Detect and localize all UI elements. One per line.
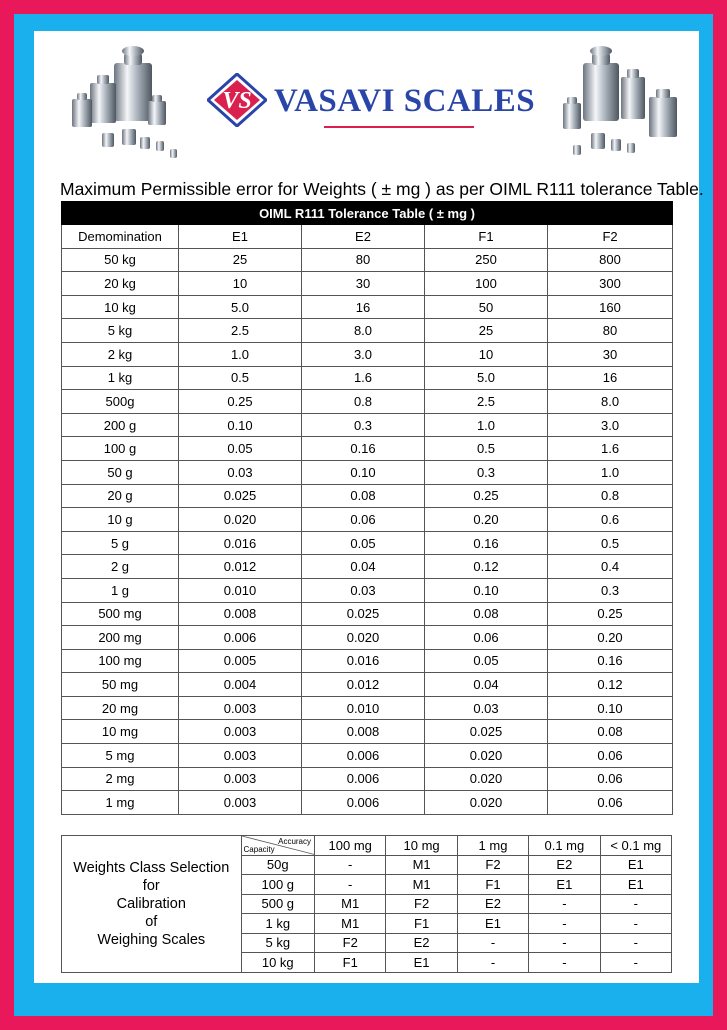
column-header: 0.1 mg xyxy=(529,836,600,856)
denomination-cell: 50 kg xyxy=(62,248,179,272)
class-cell: - xyxy=(529,953,600,973)
class-cell: - xyxy=(315,855,386,875)
tolerance-cell: 0.006 xyxy=(179,626,302,650)
tolerance-cell: 0.5 xyxy=(425,437,548,461)
tolerance-cell: 0.025 xyxy=(179,484,302,508)
tolerance-cell: 300 xyxy=(548,272,673,296)
denomination-cell: 500 mg xyxy=(62,602,179,626)
tolerance-cell: 80 xyxy=(548,319,673,343)
tolerance-cell: 5.0 xyxy=(179,295,302,319)
capacity-cell: 100 g xyxy=(241,875,314,895)
denomination-cell: 5 kg xyxy=(62,319,179,343)
column-header: F2 xyxy=(548,225,673,249)
tolerance-cell: 0.4 xyxy=(548,555,673,579)
table-row xyxy=(62,673,673,697)
tolerance-cell: 8.0 xyxy=(548,390,673,414)
tolerance-cell: 0.8 xyxy=(302,390,425,414)
tolerance-cell: 0.10 xyxy=(425,578,548,602)
tolerance-cell: 0.025 xyxy=(425,720,548,744)
column-header: < 0.1 mg xyxy=(600,836,671,856)
class-cell: M1 xyxy=(315,894,386,914)
table-row xyxy=(62,366,673,390)
tolerance-cell: 0.020 xyxy=(425,767,548,791)
tolerance-cell: 0.06 xyxy=(548,744,673,768)
class-cell: - xyxy=(529,933,600,953)
tolerance-cell: 0.012 xyxy=(179,555,302,579)
tolerance-cell: 16 xyxy=(548,366,673,390)
weights-set-illustration xyxy=(561,41,691,169)
tolerance-cell: 0.20 xyxy=(425,508,548,532)
tolerance-cell: 0.05 xyxy=(425,649,548,673)
column-header: 100 mg xyxy=(315,836,386,856)
table-row xyxy=(62,484,673,508)
class-cell: - xyxy=(600,933,671,953)
tolerance-cell: 25 xyxy=(179,248,302,272)
table-row xyxy=(62,767,673,791)
tolerance-cell: 3.0 xyxy=(302,342,425,366)
weights-set-illustration xyxy=(52,41,192,169)
denomination-cell: 2 g xyxy=(62,555,179,579)
table-row xyxy=(62,508,673,532)
table-row xyxy=(62,413,673,437)
capacity-cell: 1 kg xyxy=(241,914,314,934)
tolerance-cell: 0.08 xyxy=(425,602,548,626)
tolerance-cell: 0.06 xyxy=(548,791,673,815)
column-header: 1 mg xyxy=(457,836,528,856)
column-header: Demomination xyxy=(62,225,179,249)
tolerance-cell: 0.3 xyxy=(302,413,425,437)
class-cell: E1 xyxy=(457,914,528,934)
tolerance-table-title: OIML R111 Tolerance Table ( ± mg ) xyxy=(62,202,673,225)
class-cell: - xyxy=(600,914,671,934)
tolerance-cell: 25 xyxy=(425,319,548,343)
tolerance-cell: 0.25 xyxy=(179,390,302,414)
table-row xyxy=(62,626,673,650)
tolerance-cell: 0.020 xyxy=(302,626,425,650)
class-cell: - xyxy=(457,953,528,973)
class-cell: F1 xyxy=(386,914,457,934)
denomination-cell: 100 g xyxy=(62,437,179,461)
tolerance-cell: 0.020 xyxy=(425,791,548,815)
class-cell: E1 xyxy=(386,953,457,973)
tolerance-cell: 250 xyxy=(425,248,548,272)
table-row xyxy=(62,555,673,579)
column-header: E1 xyxy=(179,225,302,249)
class-cell: - xyxy=(315,875,386,895)
class-cell: F1 xyxy=(315,953,386,973)
tolerance-cell: 0.010 xyxy=(302,696,425,720)
table-row xyxy=(62,390,673,414)
capacity-cell: 5 kg xyxy=(241,933,314,953)
table-row xyxy=(62,578,673,602)
tolerance-cell: 0.003 xyxy=(179,744,302,768)
tolerance-cell: 0.003 xyxy=(179,791,302,815)
class-selection-caption xyxy=(62,836,242,973)
tolerance-cell: 100 xyxy=(425,272,548,296)
table-row xyxy=(62,531,673,555)
denomination-cell: 2 mg xyxy=(62,767,179,791)
tolerance-cell: 1.6 xyxy=(548,437,673,461)
column-header: 10 mg xyxy=(386,836,457,856)
denomination-cell: 20 g xyxy=(62,484,179,508)
tolerance-cell: 0.10 xyxy=(302,460,425,484)
tolerance-cell: 0.20 xyxy=(548,626,673,650)
tolerance-cell: 0.16 xyxy=(302,437,425,461)
table-row xyxy=(62,649,673,673)
tolerance-cell: 0.04 xyxy=(302,555,425,579)
tolerance-cell: 3.0 xyxy=(548,413,673,437)
tolerance-cell: 0.020 xyxy=(425,744,548,768)
class-cell: - xyxy=(529,914,600,934)
tolerance-cell: 0.006 xyxy=(302,744,425,768)
capacity-cell: 10 kg xyxy=(241,953,314,973)
tolerance-cell: 2.5 xyxy=(425,390,548,414)
tolerance-cell: 0.06 xyxy=(548,767,673,791)
class-cell: E1 xyxy=(600,875,671,895)
caption-line: Weighing Scales xyxy=(97,931,206,948)
table-row xyxy=(62,319,673,343)
caption-line: Calibration xyxy=(116,895,186,912)
tolerance-cell: 10 xyxy=(425,342,548,366)
tolerance-cell: 0.04 xyxy=(425,673,548,697)
denomination-cell: 500g xyxy=(62,390,179,414)
denomination-cell: 1 kg xyxy=(62,366,179,390)
class-cell: F1 xyxy=(457,875,528,895)
brand-underline xyxy=(324,126,474,128)
capacity-label: Capacity xyxy=(243,844,275,854)
table-row xyxy=(62,696,673,720)
class-cell: - xyxy=(457,933,528,953)
tolerance-cell: 0.012 xyxy=(302,673,425,697)
tolerance-cell: 0.03 xyxy=(425,696,548,720)
column-header: F1 xyxy=(425,225,548,249)
class-cell: - xyxy=(529,894,600,914)
class-cell: E2 xyxy=(457,894,528,914)
tolerance-cell: 0.003 xyxy=(179,767,302,791)
logo-text: VS xyxy=(222,88,252,114)
tolerance-cell: 0.03 xyxy=(302,578,425,602)
tolerance-cell: 0.006 xyxy=(302,767,425,791)
class-cell: M1 xyxy=(315,914,386,934)
tolerance-cell: 0.8 xyxy=(548,484,673,508)
tolerance-cell: 5.0 xyxy=(425,366,548,390)
denomination-cell: 1 mg xyxy=(62,791,179,815)
tolerance-cell: 0.016 xyxy=(302,649,425,673)
tolerance-cell: 0.06 xyxy=(302,508,425,532)
tolerance-cell: 0.003 xyxy=(179,720,302,744)
denomination-cell: 10 g xyxy=(62,508,179,532)
tolerance-cell: 0.16 xyxy=(548,649,673,673)
capacity-cell: 500 g xyxy=(241,894,314,914)
tolerance-cell: 30 xyxy=(548,342,673,366)
tolerance-cell: 0.005 xyxy=(179,649,302,673)
table-row xyxy=(62,791,673,815)
caption-line: for xyxy=(142,877,160,894)
table-row xyxy=(62,295,673,319)
tolerance-cell: 0.12 xyxy=(425,555,548,579)
tolerance-cell: 0.16 xyxy=(425,531,548,555)
tolerance-cell: 0.5 xyxy=(548,531,673,555)
tolerance-cell: 0.08 xyxy=(302,484,425,508)
table-row xyxy=(62,744,673,768)
tolerance-cell: 0.10 xyxy=(548,696,673,720)
tolerance-cell: 2.5 xyxy=(179,319,302,343)
tolerance-cell: 0.25 xyxy=(548,602,673,626)
class-cell: F2 xyxy=(457,855,528,875)
tolerance-cell: 1.0 xyxy=(425,413,548,437)
vs-logo-icon xyxy=(207,73,267,127)
tolerance-cell: 0.025 xyxy=(302,602,425,626)
tolerance-cell: 0.5 xyxy=(179,366,302,390)
class-cell: E1 xyxy=(529,875,600,895)
tolerance-cell: 0.06 xyxy=(425,626,548,650)
tolerance-cell: 1.0 xyxy=(179,342,302,366)
table-row xyxy=(62,248,673,272)
tolerance-cell: 0.008 xyxy=(179,602,302,626)
tolerance-cell: 0.010 xyxy=(179,578,302,602)
class-cell: M1 xyxy=(386,875,457,895)
tolerance-cell: 30 xyxy=(302,272,425,296)
tolerance-cell: 0.016 xyxy=(179,531,302,555)
class-cell: - xyxy=(600,894,671,914)
capacity-cell: 50g xyxy=(241,855,314,875)
column-header: E2 xyxy=(302,225,425,249)
page-sheet xyxy=(34,31,704,983)
denomination-cell: 50 g xyxy=(62,460,179,484)
table-row xyxy=(62,272,673,296)
table-row xyxy=(62,342,673,366)
corner-header-cell xyxy=(241,836,314,856)
table-row xyxy=(62,602,673,626)
tolerance-cell: 0.020 xyxy=(179,508,302,532)
table-row xyxy=(62,720,673,744)
tolerance-cell: 16 xyxy=(302,295,425,319)
tolerance-cell: 0.003 xyxy=(179,696,302,720)
tolerance-cell: 160 xyxy=(548,295,673,319)
tolerance-cell: 0.08 xyxy=(548,720,673,744)
denomination-cell: 10 mg xyxy=(62,720,179,744)
tolerance-cell: 8.0 xyxy=(302,319,425,343)
denomination-cell: 50 mg xyxy=(62,673,179,697)
tolerance-cell: 1.0 xyxy=(548,460,673,484)
tolerance-cell: 0.25 xyxy=(425,484,548,508)
tolerance-cell: 1.6 xyxy=(302,366,425,390)
class-selection-table xyxy=(61,835,672,973)
tolerance-table xyxy=(61,201,673,815)
tolerance-cell: 0.05 xyxy=(302,531,425,555)
tolerance-cell: 10 xyxy=(179,272,302,296)
table-row xyxy=(62,437,673,461)
caption-line: of xyxy=(145,913,158,930)
table-row xyxy=(62,460,673,484)
denomination-cell: 2 kg xyxy=(62,342,179,366)
tolerance-cell: 0.004 xyxy=(179,673,302,697)
tolerance-cell: 0.008 xyxy=(302,720,425,744)
page-heading: Maximum Permissible error for Weights ( ± mg ) as per OIML R111 tolerance Table. xyxy=(60,179,704,199)
denomination-cell: 20 kg xyxy=(62,272,179,296)
caption-line: Weights Class Selection xyxy=(73,859,230,876)
tolerance-cell: 0.3 xyxy=(548,578,673,602)
class-cell: F2 xyxy=(386,894,457,914)
tolerance-cell: 0.03 xyxy=(179,460,302,484)
tolerance-header-row xyxy=(62,225,673,249)
denomination-cell: 5 mg xyxy=(62,744,179,768)
denomination-cell: 5 g xyxy=(62,531,179,555)
class-cell: M1 xyxy=(386,855,457,875)
class-cell: - xyxy=(600,953,671,973)
denomination-cell: 200 g xyxy=(62,413,179,437)
denomination-cell: 10 kg xyxy=(62,295,179,319)
tolerance-cell: 0.10 xyxy=(179,413,302,437)
denomination-cell: 1 g xyxy=(62,578,179,602)
accuracy-label: Accuracy xyxy=(278,837,312,846)
denomination-cell: 20 mg xyxy=(62,696,179,720)
class-cell: E1 xyxy=(600,855,671,875)
class-cell: F2 xyxy=(315,933,386,953)
denomination-cell: 100 mg xyxy=(62,649,179,673)
class-cell: E2 xyxy=(386,933,457,953)
tolerance-cell: 50 xyxy=(425,295,548,319)
brand-name: VASAVI SCALES xyxy=(274,83,536,119)
tolerance-cell: 0.006 xyxy=(302,791,425,815)
tolerance-cell: 0.12 xyxy=(548,673,673,697)
tolerance-cell: 800 xyxy=(548,248,673,272)
class-cell: E2 xyxy=(529,855,600,875)
tolerance-cell: 80 xyxy=(302,248,425,272)
tolerance-cell: 0.6 xyxy=(548,508,673,532)
tolerance-cell: 0.05 xyxy=(179,437,302,461)
tolerance-cell: 0.3 xyxy=(425,460,548,484)
denomination-cell: 200 mg xyxy=(62,626,179,650)
